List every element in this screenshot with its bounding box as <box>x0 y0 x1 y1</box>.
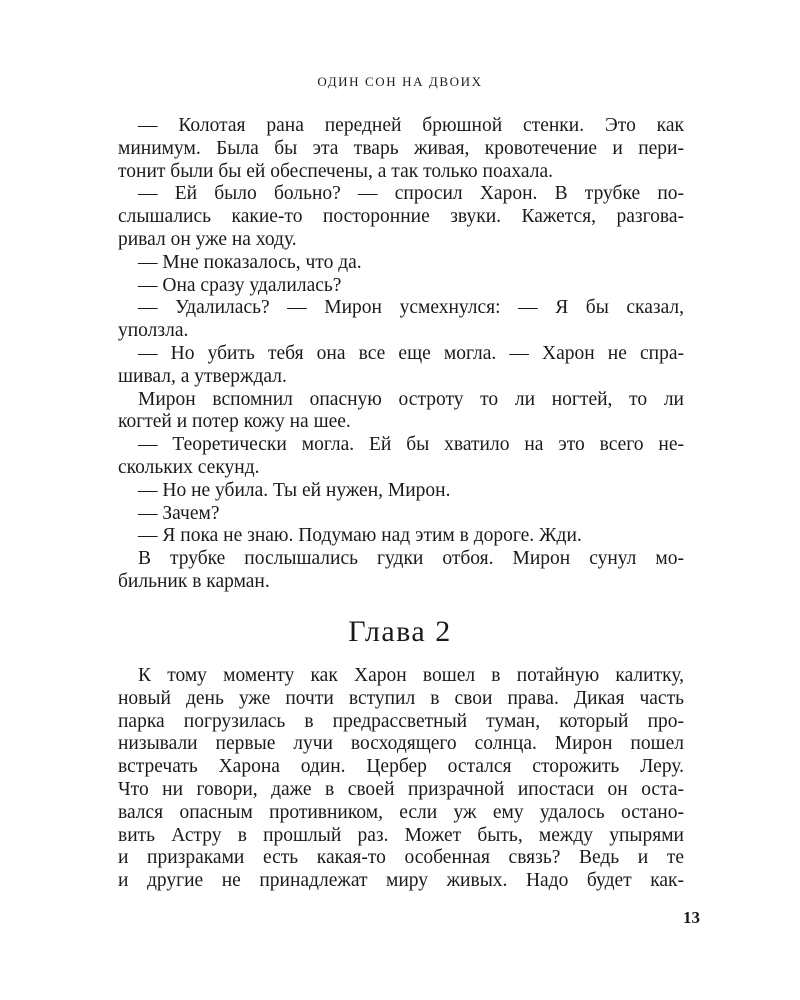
chapter-opening-paragraph <box>118 665 684 893</box>
text-line: и другие не принадлежат миру живых. Надо будет как- <box>118 870 684 892</box>
text-line: — Но не убила. Ты ей нужен, Мирон. <box>138 479 451 501</box>
text-line: Мирон вспомнил опасную остроту то ли ногтей, то ли <box>138 388 684 410</box>
text-line: — Мне показалось, что да. <box>138 251 362 273</box>
text-line: скольких секунд. <box>118 456 260 478</box>
text-line: В трубке послышались гудки отбоя. Мирон сунул мо- <box>138 548 684 570</box>
text-line: — Колотая рана передней брюшной стенки. Это как <box>138 115 684 136</box>
text-line: когтей и потер кожу на шее. <box>118 411 351 433</box>
text-line: — Теоретически могла. Ей бы хватило на это всего не- <box>138 434 684 456</box>
text-line: — Я пока не знаю. Подумаю над этим в дороге. Жди. <box>138 525 582 547</box>
text-line: вить Астру в прошлый раз. Может быть, между упырями <box>118 824 684 846</box>
text-line: Что ни говори, даже в своей призрачной ипостаси он оста- <box>118 778 684 800</box>
text-line: тонит были бы ей обеспечены, а так только поахала. <box>118 160 553 182</box>
text-line: К тому моменту как Харон вошел в потайную калитку, <box>138 665 684 686</box>
text-line: новый день уже почти вступил в свои права. Дикая часть <box>118 687 684 709</box>
text-line: вался опасным противником, если уж ему удалось остано- <box>118 801 684 823</box>
text-line: — Удалилась? — Мирон усмехнулся: — Я бы сказал, <box>138 297 684 319</box>
text-line: ривал он уже на ходу. <box>118 228 297 250</box>
page-number: 13 <box>683 908 700 927</box>
text-line: встречать Харона один. Цербер остался сторожить Леру. <box>118 756 684 778</box>
text-line: — Ей было больно? — спросил Харон. В трубке по- <box>138 183 684 205</box>
text-line: парка погрузилась в предрассветный туман, который про- <box>118 710 684 732</box>
text-line: шивал, а утверждал. <box>118 365 287 387</box>
text-line: уползла. <box>118 320 189 342</box>
text-line: — Зачем? <box>138 502 220 524</box>
text-line: слышались какие-то посторонние звуки. Кажется, разгова- <box>118 206 684 228</box>
text-line: — Она сразу удалилась? <box>138 274 342 296</box>
dialogue-passage <box>118 115 684 594</box>
chapter-title: Глава 2 <box>348 615 452 648</box>
running-head: ОДИН СОН НА ДВОИХ <box>317 74 483 89</box>
text-line: минимум. Была бы эта тварь живая, кровотечение и пери- <box>118 137 684 159</box>
text-line: бильник в карман. <box>118 570 270 592</box>
text-line: и призраками есть какая-то особенная связь? Ведь и те <box>118 847 684 869</box>
text-line: низывали первые лучи восходящего солнца. Мирон пошел <box>118 733 684 755</box>
text-line: — Но убить тебя она все еще могла. — Харон не спра- <box>138 342 684 364</box>
